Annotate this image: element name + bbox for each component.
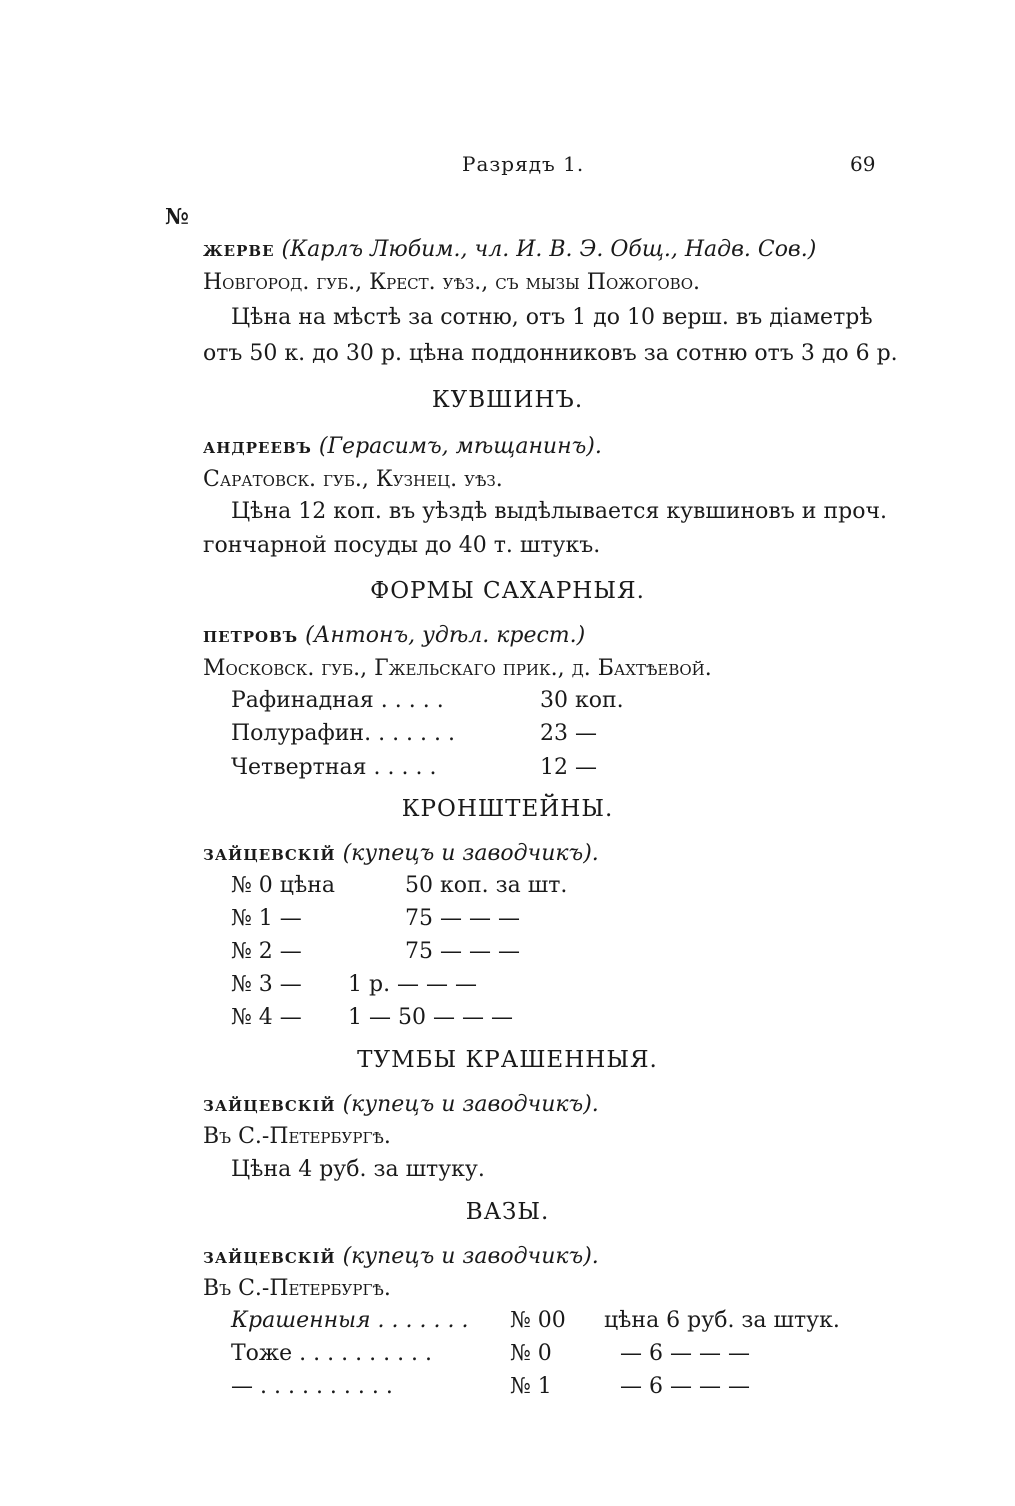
entry-location: Въ С.-Петербургѣ.: [203, 1276, 391, 1301]
entry-description: (Антонъ, удѣл. крест.): [305, 623, 586, 648]
price-line: отъ 50 к. до 30 р. цѣна поддонниковъ за сотню отъ 3 до 6 р.: [203, 341, 898, 366]
section-heading-tumby: ТУМБЫ КРАШЕННЫЯ.: [357, 1047, 658, 1073]
row-label: Тоже . . . . . . . . . .: [231, 1341, 433, 1366]
entry-name: петровъ: [203, 622, 299, 648]
entry-name: андреевъ: [203, 433, 312, 459]
entry-zaitsevsky-header: [203, 1243, 599, 1270]
row-number: № 4 —: [231, 1005, 302, 1030]
running-title: Разрядъ 1.: [462, 152, 585, 176]
entry-location: Новгород. губ., Крест. уѣз., съ мызы Пожогово.: [203, 270, 700, 295]
entry-name: зайцевскій: [203, 840, 336, 866]
item-price: 12 —: [540, 755, 597, 780]
numero-sign: №: [165, 204, 189, 230]
section-heading-formy: ФОРМЫ САХАРНЫЯ.: [370, 578, 645, 604]
row-price: цѣна 6 руб. за штук.: [604, 1308, 840, 1333]
item-label: Полурафин. . . . . . .: [231, 721, 456, 746]
row-price: — 6 — — —: [620, 1374, 750, 1399]
price-line: Цѣна на мѣстѣ за сотню, отъ 1 до 10 верш. въ діаметрѣ: [231, 305, 873, 330]
price-line: Цѣна 12 коп. въ уѣздѣ выдѣлывается кувшиновъ и проч.: [231, 499, 887, 524]
row-price: 1 р. — — —: [348, 972, 478, 997]
row-label: Крашенныя . . . . . . .: [231, 1308, 469, 1333]
entry-description: (купецъ и заводчикъ).: [342, 841, 599, 866]
section-heading-kronshteiny: КРОНШТЕЙНЫ.: [401, 796, 614, 822]
row-number: № 2 —: [231, 939, 302, 964]
entry-location: Саратовск. губ., Кузнец. уѣз.: [203, 467, 503, 492]
row-price: 75 — — —: [405, 939, 520, 964]
entry-andreev-header: [203, 433, 602, 460]
row-number: № 1: [510, 1374, 552, 1399]
section-heading-vazy: ВАЗЫ.: [465, 1199, 550, 1225]
entry-name: жерве: [203, 236, 275, 262]
row-number: № 0 цѣна: [231, 873, 335, 898]
entry-location: Московск. губ., Гжельскаго прик., д. Бахтѣевой.: [203, 656, 712, 681]
row-number: № 3 —: [231, 972, 302, 997]
entry-name: зайцевскій: [203, 1243, 336, 1269]
entry-description: (купецъ и заводчикъ).: [342, 1092, 599, 1117]
item-label: Четвертная . . . . .: [231, 755, 437, 780]
price-line: гончарной посуды до 40 т. штукъ.: [203, 533, 601, 558]
item-label: Рафинадная . . . . .: [231, 688, 444, 713]
row-price: 1 — 50 — — —: [348, 1005, 513, 1030]
page-number: 69: [850, 152, 876, 176]
running-head: [0, 152, 1015, 182]
entry-zaitsevsky-header: [203, 1091, 599, 1118]
row-price: — 6 — — —: [620, 1341, 750, 1366]
entry-petrov-header: [203, 622, 585, 649]
section-heading-kuvshin: КУВШИНЪ.: [431, 387, 584, 413]
row-label: — . . . . . . . . . .: [231, 1374, 393, 1399]
entry-name: зайцевскій: [203, 1091, 336, 1117]
entry-description: (Карлъ Любим., чл. И. В. Э. Общ., Надв. Сов.): [281, 237, 817, 262]
item-price: 23 —: [540, 721, 597, 746]
entry-description: (купецъ и заводчикъ).: [342, 1244, 599, 1269]
price-line: Цѣна 4 руб. за штуку.: [231, 1157, 485, 1182]
entry-location: Въ С.-Петербургѣ.: [203, 1124, 391, 1149]
entry-zaitsevsky-header: [203, 840, 599, 867]
row-number: № 0: [510, 1341, 552, 1366]
item-price: 30 коп.: [540, 688, 624, 713]
row-number: № 1 —: [231, 906, 302, 931]
entry-zherve-header: [203, 236, 816, 263]
row-price: 75 — — —: [405, 906, 520, 931]
entry-description: (Герасимъ, мѣщанинъ).: [318, 434, 602, 459]
row-price: 50 коп. за шт.: [405, 873, 568, 898]
row-number: № 00: [510, 1308, 566, 1333]
